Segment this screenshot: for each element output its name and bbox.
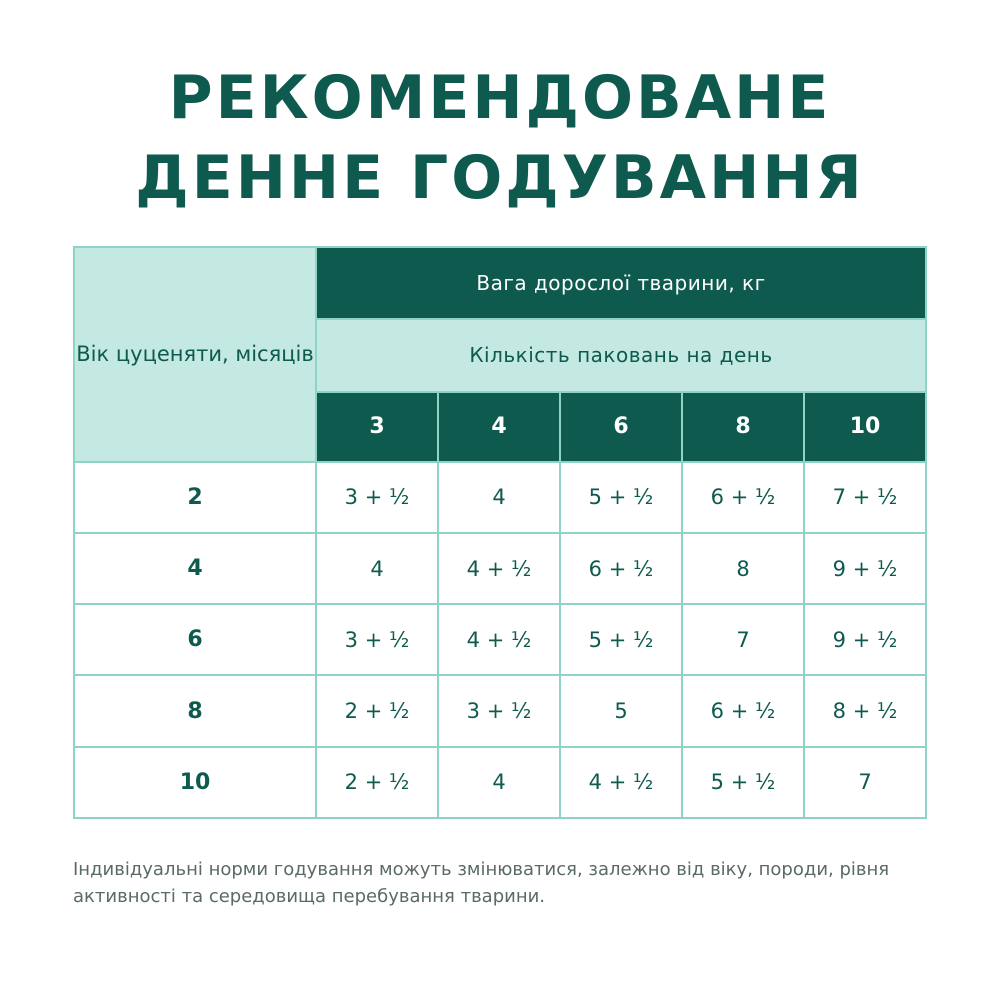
value-cell: 4 bbox=[316, 533, 438, 604]
weight-header: Вага дорослої тварини, кг bbox=[316, 247, 926, 319]
table-row bbox=[74, 675, 926, 746]
weight-col-header: 3 bbox=[316, 392, 438, 462]
age-cell: 10 bbox=[74, 747, 316, 818]
value-cell: 6 + ½ bbox=[560, 533, 682, 604]
value-cell: 5 + ½ bbox=[560, 462, 682, 533]
value-cell: 7 + ½ bbox=[804, 462, 926, 533]
value-cell: 4 + ½ bbox=[560, 747, 682, 818]
value-cell: 3 + ½ bbox=[316, 462, 438, 533]
feeding-disclaimer: Індивідуальні норми годування можуть змінюватися, залежно від віку, породи, рівня активності та середовища перебування тварини. bbox=[73, 859, 890, 907]
value-cell: 9 + ½ bbox=[804, 533, 926, 604]
packs-per-day-header: Кількість паковань на день bbox=[316, 319, 926, 391]
feeding-table bbox=[73, 246, 927, 819]
value-cell: 7 bbox=[682, 604, 804, 675]
value-cell: 4 + ½ bbox=[438, 533, 560, 604]
value-cell: 9 + ½ bbox=[804, 604, 926, 675]
table-row bbox=[74, 604, 926, 675]
age-cell: 8 bbox=[74, 675, 316, 746]
weight-col-header: 8 bbox=[682, 392, 804, 462]
title-line-1: РЕКОМЕНДОВАНЕ bbox=[168, 63, 832, 133]
value-cell: 5 + ½ bbox=[682, 747, 804, 818]
value-cell: 4 bbox=[438, 462, 560, 533]
value-cell: 5 bbox=[560, 675, 682, 746]
age-cell: 4 bbox=[74, 533, 316, 604]
weight-col-header: 6 bbox=[560, 392, 682, 462]
table-row bbox=[74, 747, 926, 818]
value-cell: 8 bbox=[682, 533, 804, 604]
age-cell: 2 bbox=[74, 462, 316, 533]
value-cell: 2 + ½ bbox=[316, 747, 438, 818]
table-row bbox=[74, 462, 926, 533]
weight-col-header: 10 bbox=[804, 392, 926, 462]
title-line-2: ДЕННЕ ГОДУВАННЯ bbox=[135, 143, 865, 213]
weight-col-header: 4 bbox=[438, 392, 560, 462]
value-cell: 3 + ½ bbox=[438, 675, 560, 746]
value-cell: 6 + ½ bbox=[682, 675, 804, 746]
value-cell: 4 bbox=[438, 747, 560, 818]
value-cell: 8 + ½ bbox=[804, 675, 926, 746]
age-column-header: Вік цуценяти, місяців bbox=[74, 247, 316, 462]
age-cell: 6 bbox=[74, 604, 316, 675]
page-title bbox=[0, 58, 1000, 218]
value-cell: 4 + ½ bbox=[438, 604, 560, 675]
value-cell: 2 + ½ bbox=[316, 675, 438, 746]
value-cell: 7 bbox=[804, 747, 926, 818]
value-cell: 3 + ½ bbox=[316, 604, 438, 675]
value-cell: 6 + ½ bbox=[682, 462, 804, 533]
table-row bbox=[74, 533, 926, 604]
value-cell: 5 + ½ bbox=[560, 604, 682, 675]
